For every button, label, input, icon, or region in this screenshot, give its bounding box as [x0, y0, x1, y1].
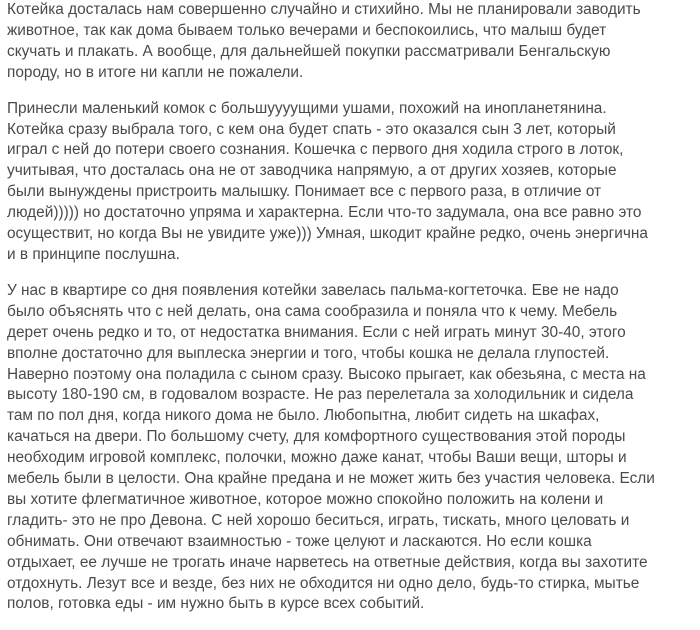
text-line: полов, готовка еды - им нужно быть в курсе всех событий. [7, 595, 425, 613]
text-line: мебель были в целости. Она крайне предана и не может жить без участия человека. Если [7, 470, 655, 488]
text-line: вполне достаточно для выплеска энергии и того, чтобы кошка не делала глупостей. [7, 344, 610, 362]
text-line: и в принципе послушна. [7, 245, 180, 263]
text-line: породу, но в итоге ни капли не пожалели. [7, 63, 304, 81]
text-line: людей))))) но достаточно упряма и характерна. Если что-то задумала, она все равно это [7, 204, 642, 222]
article-text [7, 0, 697, 630]
text-line: вы хотите флегматичное животное, которое можно спокойно положить на колени и [7, 490, 604, 508]
text-line: высоту 180-190 см, в годовалом возрасте. Не раз перелетала за холодильник и сидела [7, 386, 634, 404]
text-line: скучать и плакать. А вообще, для дальнейшей покупки рассматривали Бенгальскую [7, 42, 611, 60]
text-line: У нас в квартире со дня появления котейки завелась пальма-когтеточка. Еве не надо [7, 281, 619, 299]
text-line: отдыхает, ее лучше не трогать иначе нарветесь на ответные действия, когда вы захотите [7, 553, 648, 571]
text-line: качаться на двери. По большому счету, для комфортного существования этой породы [7, 428, 626, 446]
text-line: там по пол дня, когда никого дома не было. Любопытна, любит сидеть на шкафах, [7, 407, 600, 425]
paragraph-3 [7, 281, 697, 616]
text-line: Котейка досталась нам совершенно случайно и стихийно. Мы не планировали заводить [7, 1, 641, 18]
text-line: учитывая, что досталась она не от заводчика напрямую, а от других хозяев, которые [7, 162, 617, 180]
text-line: дерет очень редко и то, от недостатка внимания. Если с ней играть минут 30-40, этого [7, 323, 626, 341]
text-line: отдохнуть. Лезут все и везде, без них не обходится ни одно дело, будь-то стирка, мытье [7, 574, 640, 592]
text-line: было объяснять что с ней делать, она сама сообразила и поняла что к чему. Мебель [7, 302, 618, 320]
text-line: обнимать. Они отвечают взаимностью - тоже целуют и ласкаются. Но если кошка [7, 532, 592, 550]
text-line: необходим игровой комплекс, полочки, можно даже канат, чтобы Ваши вещи, шторы и [7, 449, 627, 467]
paragraph-2 [7, 99, 697, 266]
text-line: Котейка сразу выбрала того, с кем она будет спать - это оказался сын 3 лет, который [7, 120, 616, 138]
paragraph-1 [7, 0, 697, 84]
text-line: Наверно поэтому она поладила с сыном сразу. Высоко прыгает, как обезьяна, с места на [7, 365, 646, 383]
text-line: Принесли маленький комок с большуууущими ушами, похожий на инопланетянина. [7, 99, 607, 117]
text-line: животное, так как дома бываем только вечерами и беспокоились, что малыш будет [7, 21, 607, 39]
text-line: осуществит, но когда Вы не увидите уже))) Умная, шкодит крайне редко, очень энергична [7, 225, 648, 243]
text-line-with-cursor[interactable]: были вынуждены пристроить малышку. Понимает все с первого раза, в отличие от [7, 183, 602, 201]
text-line: гладить- это не про Девона. С ней хорошо беситься, играть, тискать, много целовать и [7, 511, 630, 529]
text-line: играл с ней до потери своего сознания. Кошечка с первого дня ходила строго в лоток, [7, 141, 624, 159]
